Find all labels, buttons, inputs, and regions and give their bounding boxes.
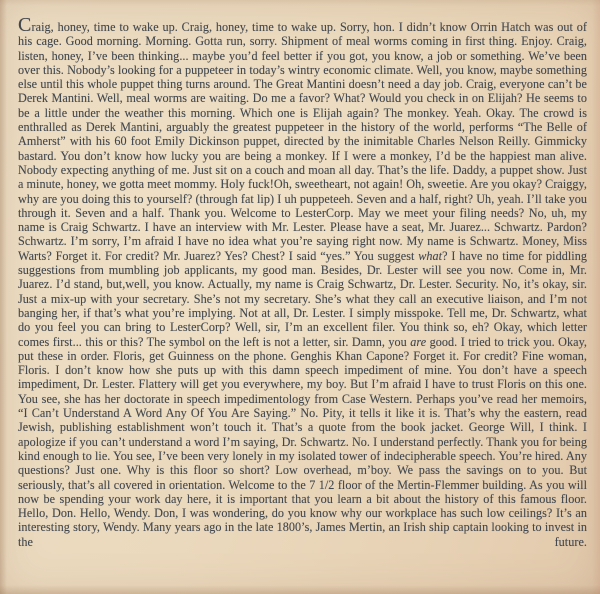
- text-segment-normal: ? I have no time for piddling suggestions from mumbling job applicants, my good man. Besides, Dr. Lester will see you now. Come in, Mr. Juarez. I’d stand, but,well, you know. Actually, my name is Craig Schwartz, Dr. Lester. Security. No, it’s okay, sir. Just a mix-up with your secretary. She’s not my secretary. She’s what they call an executive liaison, and I’m not banging her, if that’s what you’re implying. Not at all, Dr. Lester. I simply misspoke. Tell me, Dr. Schwartz, what do you feel you can bring to LesterCorp? Well, sir, I’m an excellent filer. You think so, eh? Okay, which letter comes first... this or this? The symbol on the left is not a letter, sir. Damn, you: [18, 248, 587, 349]
- text-segment-italic: are: [410, 334, 427, 349]
- text-segment-italic: what: [418, 248, 443, 263]
- text-segment-normal: good. I tried to trick you. Okay, put these in order. Floris, get Guinness on the phone. Genghis Khan Capone? Forget it. For credit? Fine woman, Floris. I don’t know how she puts up with this damn speech impediment of mine. You don’t have a speech impediment, Dr. Lester. Flattery will get you everywhere, my boy. But I’m afraid I have to trust Floris on this one. You see, she has her doctorate in speech impedimentology from Case Western. Perhaps you’ve read her memoirs, “I Can’t Understand A Word Any Of You Are Saying.” No. Pity, it tells it like it is. That’s why the eastern, read Jewish, publishing establishment won’t touch it. That’s a quote from the book jacket. George Will, I think. I apologize if you can’t understand a word I’m saying, Dr. Schwartz. No. I understand perfectly. Thank you for being kind enough to lie. You see, I’ve been very lonely in my isolated tower of indecipherable speech. You’re hired. Any questions? Just one. Why is this floor so short? Low overhead, m’boy. We pass the savings on to you. But seriously, that’s all covered in orientation. Welcome to the 7 1/2 floor of the Mertin-Flemmer building. As you will now be spending your work day here, it is important that you learn a bit about the history of this famous floor. Hello, Don. Hello, Wendy. Don, I was wondering, do you know why our workplace has such low ceilings? It’s an interesting story, Wendy. Many years ago in the late 1800’s, James Mertin, an Irish ship captain looking to invest in the future.: [18, 334, 587, 549]
- page-edge-bottom-shadow: [0, 585, 600, 594]
- text-segment-normal: raig, honey, time to wake up. Craig, honey, time to wake up. Sorry, hon. I didn’t know Orrin Hatch was out of his cage. Good morning. Morning. Gotta run, sorry. Shipment of meal worms coming in first thing. Enjoy. Craig, listen, honey, I’ve been thinking... maybe you’d feel better if you got, you know, a job or something. We’ve been over this. Nobody’s looking for a puppeteer in today’s wintry economic climate. Well, you know, maybe something else until this whole puppet thing turns around. The Great Mantini doesn’t need a day job. Craig, everyone can’t be Derek Mantini. Well, meal worms are waiting. Do me a favor? What? Would you check in on Elijah? He seems to be a little under the weather this morning. Which one is Elijah again? The monkey. Yeah. Okay. The crowd is enthralled as Derek Mantini, arguably the greatest puppeteer in the history of the world, performs “The Belle of Amherst” with his 60 foot Emily Dickinson puppet, directed by the inimitable Charles Nelson Reilly. Gimmicky bastard. You don’t know how lucky you are being a monkey. If I were a monkey, I’d be the happiest man alive. Nobody expecting anything of me. Just sit on a couch and moan all day. That’s the life. Daddy, a puppet show. Just a minute, honey, we gotta meet mommy. Holy fuck!Oh, sweetheart, not again! Oh, sweetie. Are you okay? Craiggy, why are you doing this to yourself? (through fat lip) I uh puppeteeh. Seven and a half, right? Uh, yeah. I’ll take you through it. Seven and a half. Thank you. Welcome to LesterCorp. May we meet your filing needs? No, uh, my name is Craig Schwartz. I have an interview with Mr. Lester. Please have a seat, Mr. Juarez... Schwartz. Pardon? Schwartz. I’m sorry, I’m afraid I have no idea what you’re saying right now. My name is Schwartz. Money, Miss Warts? Forget it. For credit? Mr. Juarez? Yes? Chest? I said “yes.” You suggest: [18, 20, 587, 263]
- text-segment-initial: C: [18, 14, 32, 36]
